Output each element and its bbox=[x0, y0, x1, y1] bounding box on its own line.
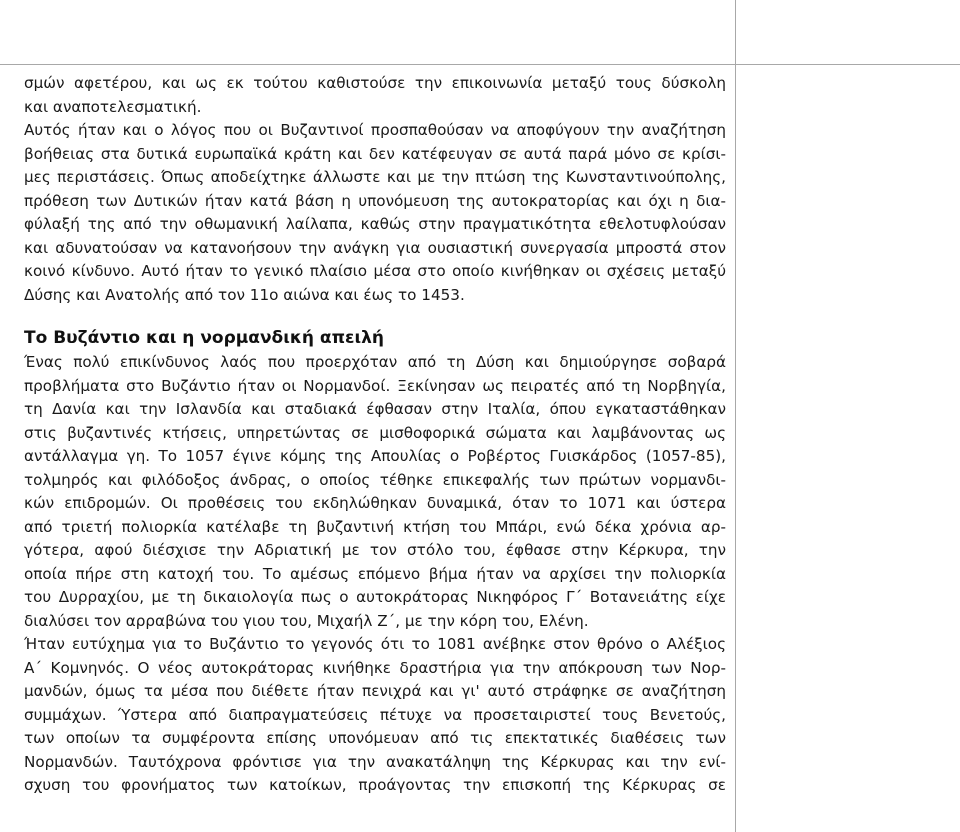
text-line: τη Δανία και την Ισλανδία και σταδιακά έφθασαν στην Ιταλία, όπου εγκαταστάθηκαν bbox=[24, 400, 726, 418]
text-line: κοινό κίνδυνο. Αυτό ήταν το γενικό πλαίσιο μέσα στο οποίο κινήθηκαν οι σχέσεις μεταξύ bbox=[24, 262, 726, 280]
text-line: Ένας πολύ επικίνδυνος λαός που προερχόταν από τη Δύση και δημιούργησε σοβαρά bbox=[24, 353, 726, 371]
section-body bbox=[24, 351, 726, 798]
text-line: του Δυρραχίου, με τη δικαιολογία πως ο αυτοκράτορας Νικηφόρος Γ΄ Βοτανειάτης είχε bbox=[24, 588, 726, 606]
crop-mark-vertical bbox=[735, 0, 736, 832]
text-line: κών επιδρομών. Οι προθέσεις του εκδηλώθηκαν δυναμικά, όταν το 1071 και ύστερα bbox=[24, 494, 726, 512]
text-line: συμμάχων. Ύστερα από διαπραγματεύσεις πέτυχε να προσεταιριστεί τους Βενετούς, bbox=[24, 705, 726, 724]
text-line: οποία πήρε στη κατοχή του. Το αμέσως επόμενο βήμα ήταν να αρχίσει την πολιορκία bbox=[24, 564, 726, 583]
text-line: και αναποτελεσματική. bbox=[24, 97, 202, 116]
intro-paragraphs bbox=[24, 72, 726, 307]
text-line: σμών αφετέρου, και ως εκ τούτου καθιστούσε την επικοινωνία μεταξύ τους δύσκολη bbox=[24, 74, 726, 92]
crop-mark-horizontal bbox=[0, 64, 960, 65]
text-line: γότερα, αφού διέσχισε την Αδριατική με τον στόλο του, έφθασε στην Κέρκυρα, την bbox=[24, 541, 726, 559]
text-line: προβλήματα στο Βυζάντιο ήταν οι Νορμανδοί. Ξεκίνησαν ως πειρατές από τη Νορβηγία, bbox=[24, 376, 726, 395]
text-line: Αυτός ήταν και ο λόγος που οι Βυζαντινοί προσπαθούσαν να αποφύγουν την αναζήτηση bbox=[24, 121, 726, 139]
text-line: τολμηρός και φιλόδοξος άνδρας, ο οποίος τέθηκε επικεφαλής των πρώτων νορμανδι- bbox=[24, 470, 726, 489]
text-line: από τριετή πολιορκία κατέλαβε τη βυζαντινή κτήση του Μπάρι, ενώ δέκα χρόνια αρ- bbox=[24, 517, 726, 536]
text-line: και αδυνατούσαν να κατανοήσουν την ανάγκη για ουσιαστική συνεργασία μπροστά στον bbox=[24, 238, 726, 257]
text-line: των οποίων τα συμφέροντα επίσης υπονόμευαν από τις επεκτατικές διαθέσεις των bbox=[24, 729, 726, 747]
section-heading: Το Βυζάντιο και η νορμανδική απειλή bbox=[24, 328, 384, 348]
text-line: σχυση του φρονήματος των κατοίκων, προάγοντας την επισκοπή της Κέρκυρας σε bbox=[24, 776, 726, 794]
text-line: βοήθειας στα δυτικά ευρωπαϊκά κράτη και δεν κατέφευγαν σε αυτά παρά μόνο σε κρίσι- bbox=[24, 144, 726, 163]
page-text-column bbox=[24, 72, 726, 798]
text-line: Ήταν ευτύχημα για το Βυζάντιο το γεγονός ότι το 1081 ανέβηκε στον θρόνο ο Αλέξιος bbox=[24, 635, 726, 653]
text-line: μες περιστάσεις. Όπως αποδείχτηκε άλλωστε και με την πτώση της Κωνσταντινούπολης, bbox=[24, 168, 726, 186]
text-line: πρόθεση των Δυτικών ήταν κατά βάση η υπονόμευση της αυτοκρατορίας και όχι η δια- bbox=[24, 191, 726, 210]
text-line: μανδών, όμως τα μέσα που διέθετε ήταν πενιχρά και γι' αυτό στράφηκε σε αναζήτηση bbox=[24, 682, 726, 700]
text-line: Νορμανδών. Ταυτόχρονα φρόντισε για την ανακατάληψη της Κέρκυρας και την ενί- bbox=[24, 752, 726, 771]
text-line: στις βυζαντινές κτήσεις, υπηρετώντας σε μισθοφορικά σώματα και λαμβάνοντας ως bbox=[24, 423, 726, 442]
text-line: Δύσης και Ανατολής από τον 11ο αιώνα και έως το 1453. bbox=[24, 285, 465, 304]
text-line: Α΄ Κομνηνός. Ο νέος αυτοκράτορας κινήθηκε δραστήρια για την απόκρουση των Νορ- bbox=[24, 658, 726, 677]
text-line: αντάλλαγμα γη. Το 1057 έγινε κόμης της Απουλίας ο Ροβέρτος Γυισκάρδος (1057-85), bbox=[24, 447, 726, 465]
text-line: διαλύσει τον αρραβώνα του γιου του, Μιχαήλ Ζ΄, με την κόρη του, Ελένη. bbox=[24, 611, 589, 630]
text-line: φύλαξή της από την οθωμανική λαίλαπα, καθώς στην πραγματικότητα εθελοτυφλούσαν bbox=[24, 215, 726, 233]
